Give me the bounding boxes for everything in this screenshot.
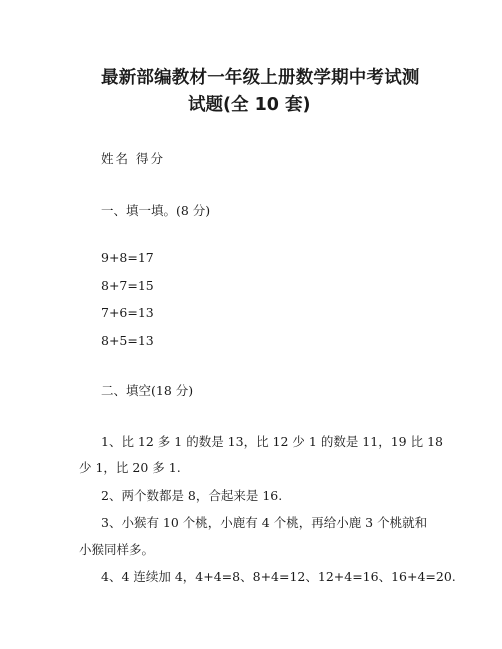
section1-item: 8+5=13 [101, 333, 154, 348]
section1-item: 9+8=17 [101, 250, 154, 265]
question-2: 2、两个数都是 8，合起来是 16. [101, 488, 283, 503]
question-1-line2: 少 1，比 20 多 1. [79, 460, 181, 475]
section1-item: 7+6=13 [101, 305, 154, 320]
document-title-line1: 最新部编教材一年级上册数学期中考试测 [101, 68, 420, 88]
question-1-line1: 1、比 12 多 1 的数是 13，比 12 少 1 的数是 11，19 比 18 [101, 434, 443, 449]
section2-heading: 二、填空(18 分) [101, 383, 194, 398]
section1-item: 8+7=15 [101, 278, 154, 293]
name-score-label: 姓名 得分 [101, 151, 165, 166]
question-4: 4、4 连续加 4，4+4=8、8+4=12、12+4=16、16+4=20. [101, 569, 456, 584]
question-3-line2: 小猴同样多。 [79, 542, 155, 557]
section1-heading: 一、填一填。(8 分) [101, 203, 211, 218]
document-title-line2: 试题(全 10 套) [188, 95, 311, 115]
question-3-line1: 3、小猴有 10 个桃，小鹿有 4 个桃，再给小鹿 3 个桃就和 [101, 515, 428, 530]
